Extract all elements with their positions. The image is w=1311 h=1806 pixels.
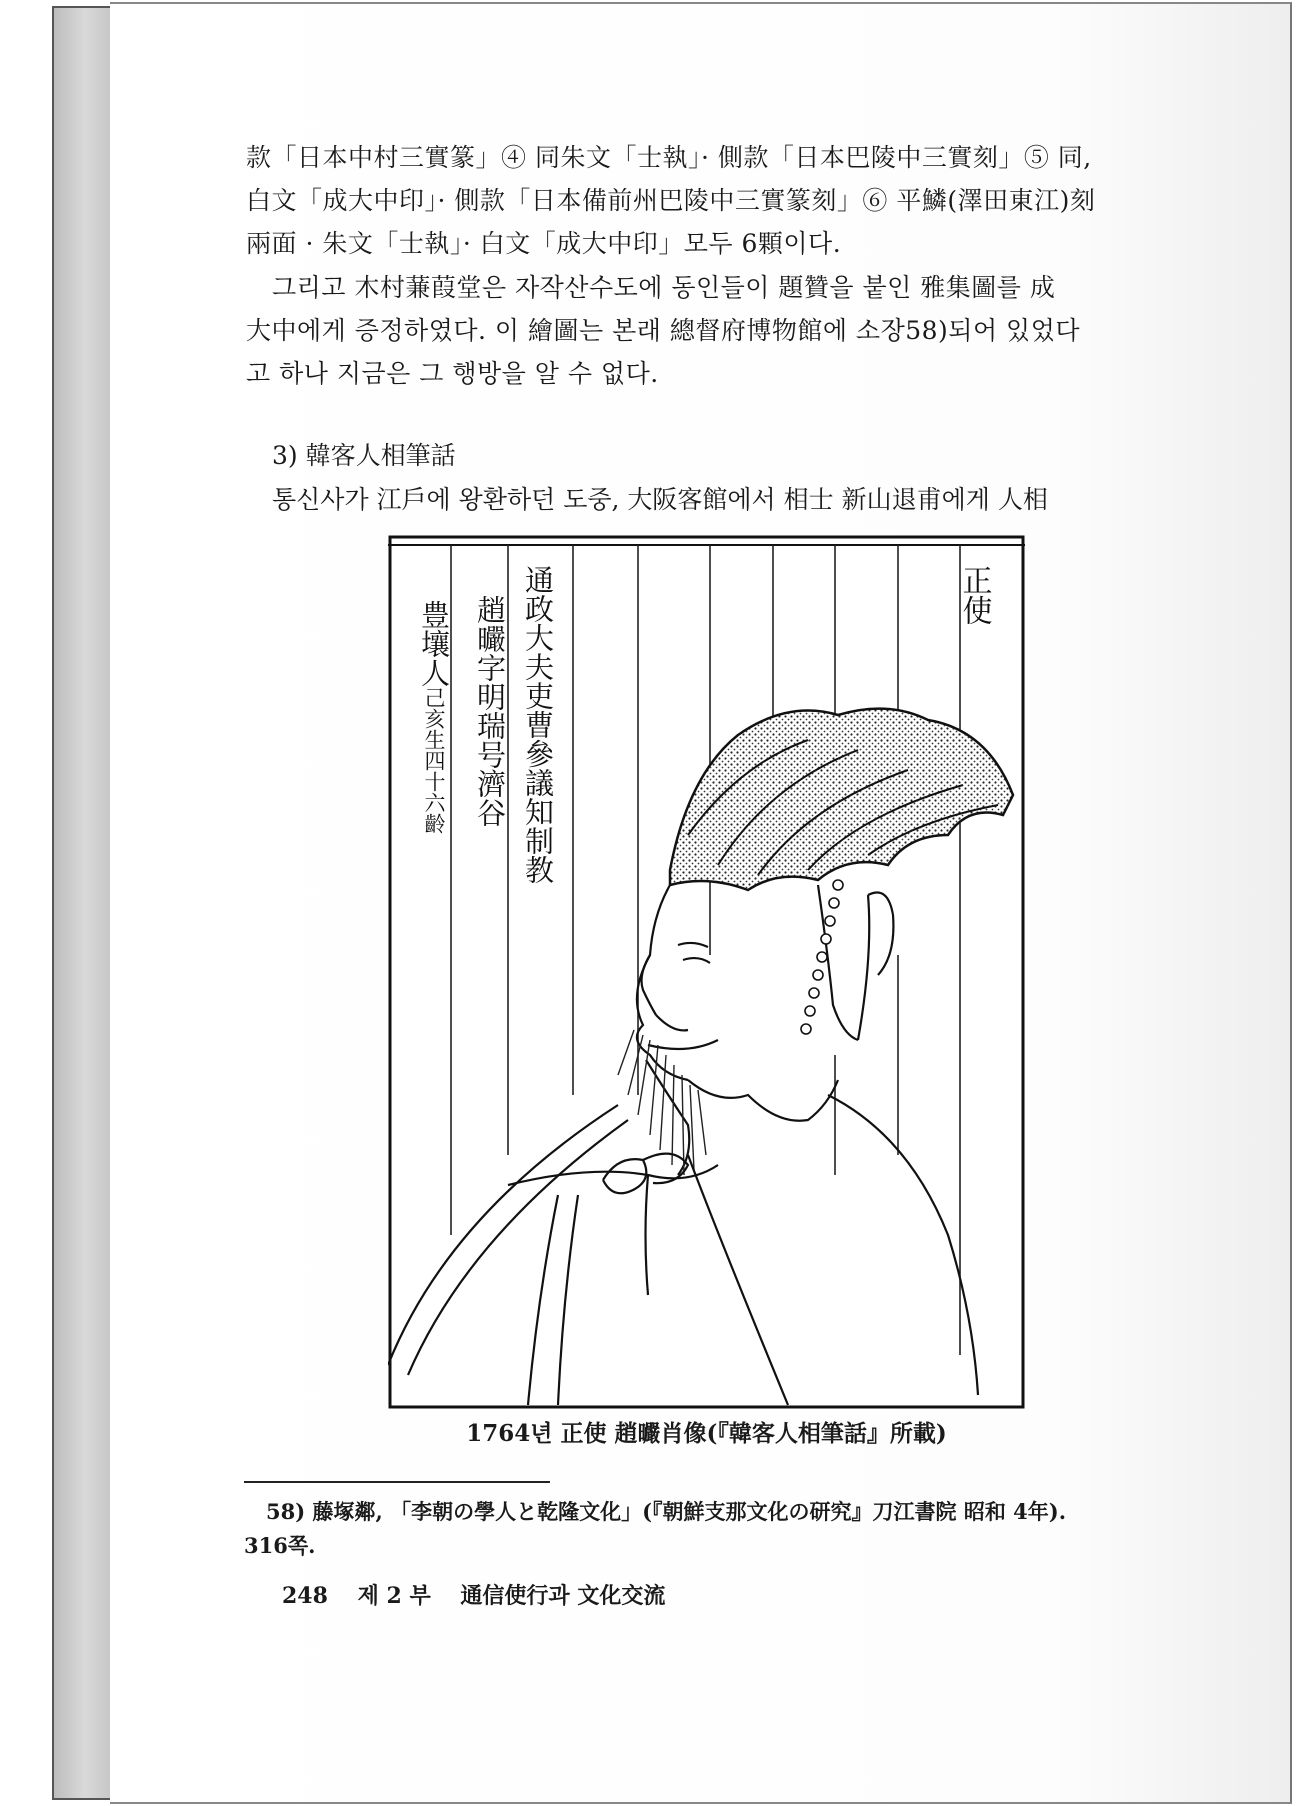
page-footer bbox=[282, 1579, 687, 1610]
inscription-name: 趙曮字明瑞号濟谷 bbox=[473, 595, 507, 827]
footnote bbox=[244, 1495, 1174, 1563]
footnote-line: 58) 藤塚鄰, 「李朝の學人と乾隆文化」(『朝鮮支那文化の研究』刀江書院 昭和 4年). bbox=[266, 1499, 1067, 1524]
part-title: 通信使行과 文化交流 bbox=[460, 1583, 666, 1609]
portrait-figure bbox=[388, 535, 1025, 1409]
inscription-title: 正使 bbox=[956, 565, 992, 625]
figure-caption: 1764년 正使 趙曮肖像(『韓客人相筆話』所載) bbox=[466, 1420, 947, 1447]
portrait-illustration bbox=[388, 535, 1025, 1409]
text-line: 그리고 木村蒹葭堂은 자작산수도에 동인들이 題贊을 붙인 雅集圖를 成 bbox=[272, 273, 1056, 302]
text-line: 고 하나 지금은 그 행방을 알 수 없다. bbox=[246, 359, 659, 388]
inscription-origin-small: 己亥生四十六齡 bbox=[422, 687, 446, 834]
footnote-divider bbox=[244, 1481, 550, 1483]
inscription-origin-main: 豊壤人 bbox=[417, 600, 451, 687]
text-line: 大中에게 증정하였다. 이 繪圖는 본래 總督府博物館에 소장58)되어 있었다 bbox=[246, 316, 1080, 345]
section-body: 통신사가 江戶에 왕환하던 도중, 大阪客館에서 相士 新山退甫에게 人相 bbox=[272, 485, 1048, 514]
inscription-origin bbox=[417, 600, 451, 836]
book-spine bbox=[52, 6, 112, 1800]
text-line: 款「日本中村三實篆」④ 同朱文「士執」· 側款「日本巴陵中三實刻」⑤ 同, bbox=[246, 143, 1092, 172]
section-heading: 3) 韓客人相筆話 bbox=[272, 441, 456, 470]
part-label: 제 2 부 bbox=[357, 1583, 431, 1609]
paragraph-seal-list bbox=[246, 136, 1176, 265]
footnote-line: 316쪽. bbox=[244, 1533, 316, 1558]
page-number: 248 bbox=[282, 1583, 328, 1609]
text-line: 兩面 · 朱文「士執」· 白文「成大中印」모두 6顆이다. bbox=[246, 229, 842, 258]
inscription-office: 通政大夫吏曹參議知制教 bbox=[521, 565, 555, 884]
paragraph-painting bbox=[246, 266, 1176, 395]
text-line: 白文「成大中印」· 側款「日本備前州巴陵中三實篆刻」⑥ 平鱗(澤田東江)刻 bbox=[246, 186, 1096, 215]
